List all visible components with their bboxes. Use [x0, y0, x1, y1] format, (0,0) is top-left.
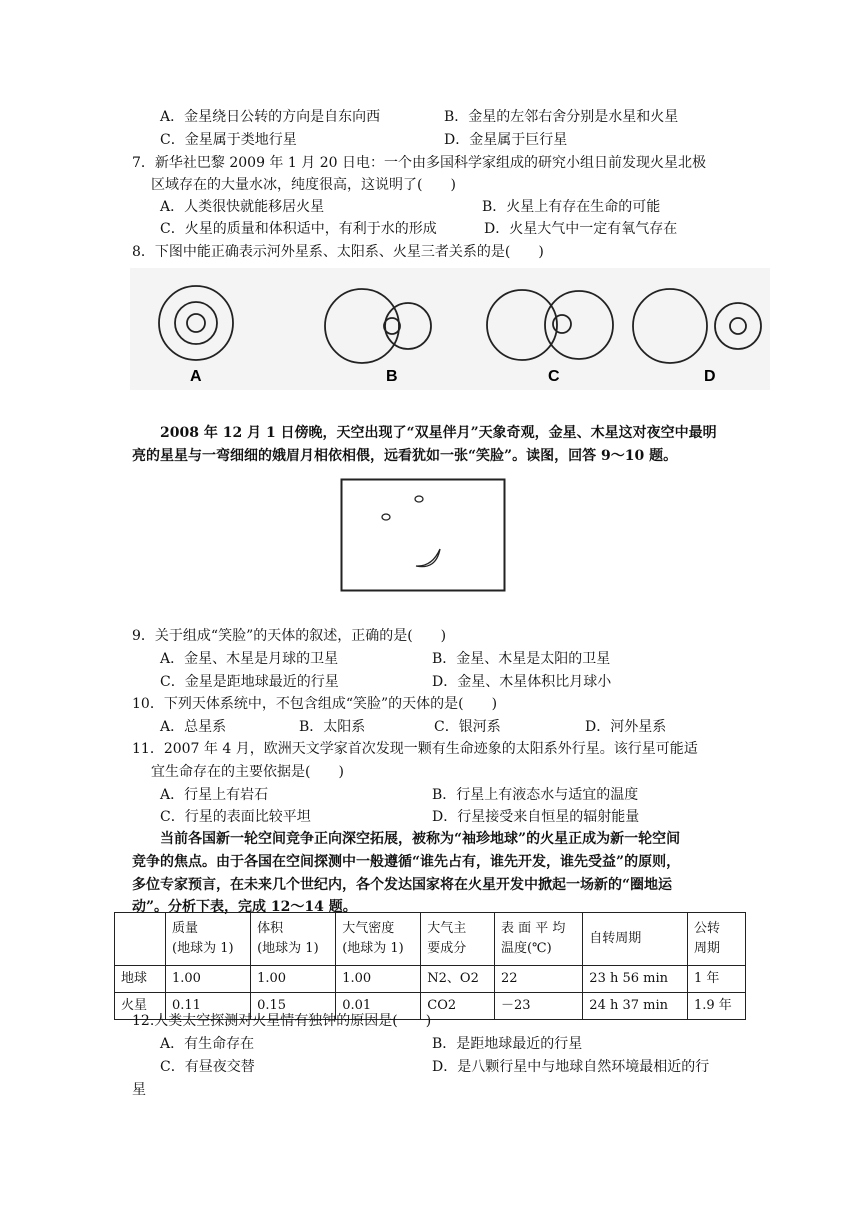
- q6-option-c: C．金星属于类地行星: [160, 132, 297, 148]
- q11-option-d: D．行星接受来自恒星的辐射能量: [432, 809, 640, 825]
- table-cell: 0.11: [166, 993, 251, 1020]
- q6-option-d: D．金星属于巨行星: [444, 132, 568, 148]
- table-cell: 1.00: [166, 966, 251, 993]
- header-cell-rotation-period: 自转周期: [583, 913, 688, 966]
- table-row: [115, 966, 746, 993]
- passage2-line3: 多位专家预言，在未来几个世纪内，各个发达国家将在火星开发中掀起一场新的“圈地运: [132, 877, 673, 893]
- table-cell: 1.9 年: [687, 993, 745, 1020]
- q12-option-b: B．是距地球最近的行星: [432, 1036, 583, 1052]
- q10-option-a: A．总星系: [160, 719, 227, 735]
- header-cell-mass: 质量 (地球为 1): [166, 913, 251, 966]
- table-cell: 1.00: [251, 966, 336, 993]
- q7-stem-line1: 7．新华社巴黎 2009 年 1 月 20 日电：一个由多国科学家组成的研究小组日前发现火星北极: [132, 155, 706, 171]
- q10-option-b: B．太阳系: [299, 719, 366, 735]
- planet-comparison-table: [114, 912, 746, 1020]
- label-a: A: [190, 368, 202, 385]
- passage2-line4: 动”。分析下表，完成 12～14 题。: [132, 899, 357, 915]
- q7-option-b: B．火星上有存在生命的可能: [482, 199, 661, 215]
- table-cell: 24 h 37 min: [583, 993, 688, 1020]
- table-cell: 23 h 56 min: [583, 966, 688, 993]
- passage2-line2: 竞争的焦点。由于各国在空间探测中一般遵循“谁先占有，谁先开发，谁先受益”的原则，: [132, 854, 681, 870]
- header-cell-volume: 体积 (地球为 1): [251, 913, 336, 966]
- figure-background: [130, 268, 770, 390]
- q12-option-a: A．有生命存在: [160, 1036, 255, 1052]
- q12-option-c: C．有昼夜交替: [160, 1059, 255, 1075]
- q8-figure: [130, 268, 770, 390]
- q12-option-d: D．是八颗行星中与地球自然环境最相近的行: [432, 1059, 710, 1075]
- q7-option-c: C．火星的质量和体积适中，有利于水的形成: [160, 221, 437, 237]
- table-cell: N2、O2: [421, 966, 495, 993]
- q9-option-a: A．金星、木星是月球的卫星: [160, 651, 339, 667]
- q12-stem: 12.人类太空探测对火星情有独钟的原因是( ): [132, 1013, 432, 1029]
- q6-option-a: A．金星绕日公转的方向是自东向西: [160, 109, 381, 125]
- table-cell: 1.00: [336, 966, 421, 993]
- row-label: 火星: [115, 993, 166, 1020]
- q11-option-b: B．行星上有液态水与适宜的温度: [432, 787, 639, 803]
- q10-stem: 10．下列天体系统中，不包含组成“笑脸”的天体的是( ): [132, 696, 498, 712]
- table-header-row: [115, 913, 746, 966]
- q10-option-c: C．银河系: [434, 719, 501, 735]
- table-cell: CO2: [421, 993, 495, 1020]
- table-cell: －23: [494, 993, 582, 1020]
- q9-option-d: D．金星、木星体积比月球小: [432, 674, 612, 690]
- q9-option-c: C．金星是距地球最近的行星: [160, 674, 339, 690]
- passage1-line2: 亮的星星与一弯细细的娥眉月相依相偎，远看犹如一张“笑脸”。读图，回答 9～10 题。: [132, 448, 678, 464]
- q7-option-a: A．人类很快就能移居火星: [160, 199, 325, 215]
- header-cell-atmosphere-composition: 大气主 要成分: [421, 913, 495, 966]
- passage2-line1: 当前各国新一轮空间竞争正向深空拓展，被称为“袖珍地球”的火星正成为新一轮空间: [160, 831, 681, 847]
- passage1-line1: 2008 年 12 月 1 日傍晚，天空出现了“双星伴月”天象奇观，金星、木星这对夜空中最明: [160, 425, 717, 441]
- label-b: B: [386, 368, 398, 385]
- header-cell-revolution-period: 公转 周期: [687, 913, 745, 966]
- q12-option-d-continued: 星: [132, 1082, 146, 1098]
- q11-option-c: C．行星的表面比较平坦: [160, 809, 311, 825]
- q11-stem-line2: 宜生命存在的主要依据是( ): [151, 764, 344, 780]
- table-cell: 1 年: [687, 966, 745, 993]
- q10-option-d: D．河外星系: [585, 719, 667, 735]
- q11-option-a: A．行星上有岩石: [160, 787, 269, 803]
- table-cell: 0.15: [251, 993, 336, 1020]
- header-cell-blank: [115, 913, 166, 966]
- table-cell: 0.01: [336, 993, 421, 1020]
- label-d: D: [704, 368, 716, 385]
- header-cell-atmosphere-density: 大气密度 (地球为 1): [336, 913, 421, 966]
- row-label: 地球: [115, 966, 166, 993]
- q8-stem: 8．下图中能正确表示河外星系、太阳系、火星三者关系的是( ): [132, 244, 544, 260]
- label-c: C: [548, 368, 560, 385]
- q9-stem: 9．关于组成“笑脸”的天体的叙述，正确的是( ): [132, 628, 447, 644]
- q6-option-b: B．金星的左邻右舍分别是水星和火星: [444, 109, 679, 125]
- table-cell: 22: [494, 966, 582, 993]
- q7-option-d: D．火星大气中一定有氧气存在: [484, 221, 678, 237]
- smiley-figure: [340, 478, 506, 592]
- header-cell-surface-temperature: 表 面 平 均 温度(℃): [494, 913, 582, 966]
- q11-stem-line1: 11．2007 年 4 月，欧洲天文学家首次发现一颗有生命迹象的太阳系外行星。该行星可能适: [132, 741, 698, 757]
- figure-frame: [342, 480, 505, 591]
- q9-option-b: B．金星、木星是太阳的卫星: [432, 651, 611, 667]
- q7-stem-line2: 区域存在的大量水冰，纯度很高，这说明了( ): [151, 177, 456, 193]
